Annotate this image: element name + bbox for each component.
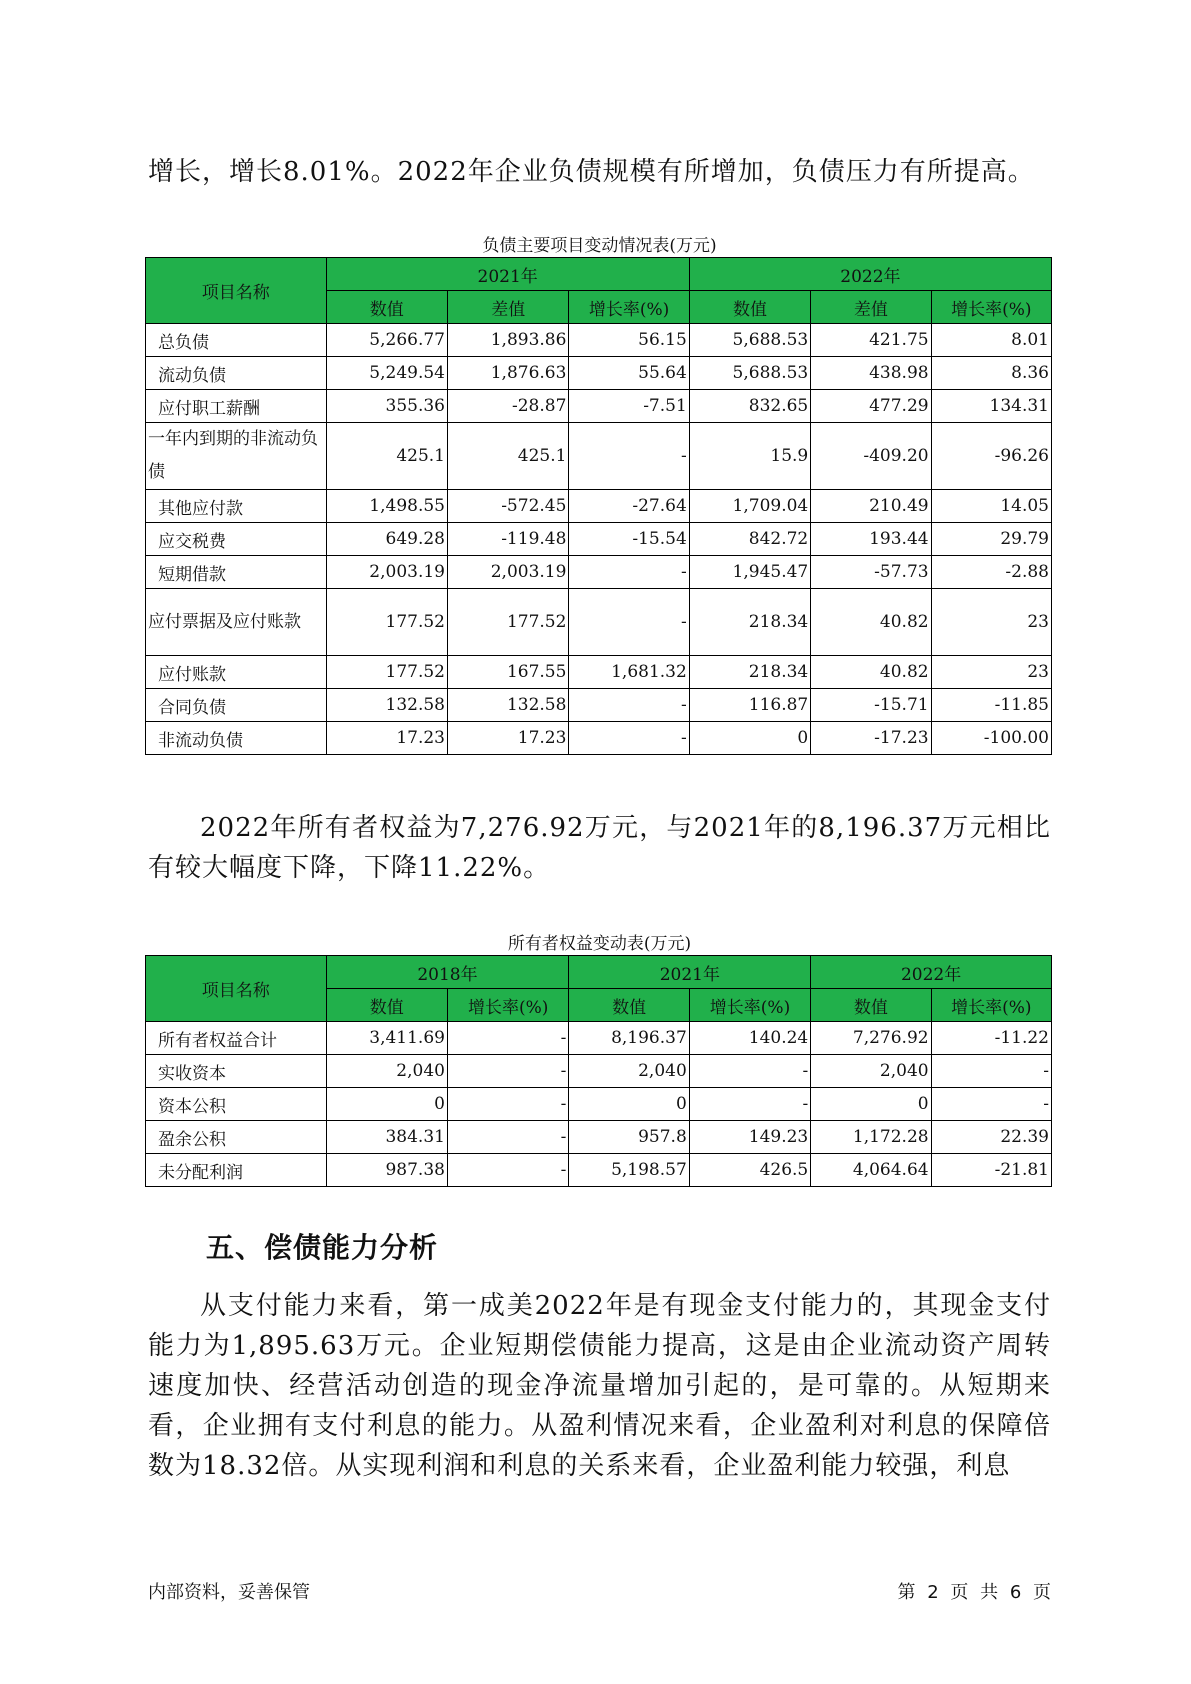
table-cell: 218.34 — [689, 656, 810, 689]
table-cell: 40.82 — [811, 656, 931, 689]
table-cell: 149.23 — [689, 1121, 810, 1154]
table-cell: -57.73 — [811, 556, 931, 589]
table-cell: - — [931, 1055, 1051, 1088]
table-cell: 0 — [811, 1088, 931, 1121]
column-header-value: 数值 — [569, 989, 689, 1022]
table-cell: -21.81 — [931, 1154, 1051, 1187]
table-cell: - — [447, 1154, 568, 1187]
table-cell: 8.36 — [931, 357, 1051, 390]
table-cell: 4,064.64 — [811, 1154, 931, 1187]
table-cell: -11.22 — [931, 1022, 1051, 1055]
table-cell: 177.52 — [326, 589, 447, 656]
column-header-item-name: 项目名称 — [146, 258, 327, 324]
table-cell: 5,688.53 — [689, 357, 810, 390]
table-cell: - — [569, 589, 689, 656]
row-label: 未分配利润 — [146, 1154, 327, 1187]
row-label: 应付票据及应付账款 — [146, 589, 327, 656]
paragraph-equity-summary: 2022年所有者权益为7,276.92万元，与2021年的8,196.37万元相比有较大幅度下降，下降11.22%。 — [148, 813, 1051, 883]
table-cell: 193.44 — [811, 523, 931, 556]
table-cell: -100.00 — [931, 722, 1051, 755]
table-cell: 649.28 — [326, 523, 447, 556]
table-cell: 5,198.57 — [569, 1154, 689, 1187]
table-cell: - — [447, 1121, 568, 1154]
row-label: 实收资本 — [146, 1055, 327, 1088]
table-cell: -2.88 — [931, 556, 1051, 589]
table-cell: 7,276.92 — [811, 1022, 931, 1055]
table-cell: -7.51 — [569, 390, 689, 423]
table-cell: 987.38 — [326, 1154, 447, 1187]
table-row — [146, 390, 1052, 423]
row-label: 其他应付款 — [146, 490, 327, 523]
table-cell: 134.31 — [931, 390, 1051, 423]
table-cell: 1,945.47 — [689, 556, 810, 589]
row-label: 应交税费 — [146, 523, 327, 556]
table-cell: 426.5 — [689, 1154, 810, 1187]
row-label: 盈余公积 — [146, 1121, 327, 1154]
table-cell: - — [447, 1022, 568, 1055]
footer-confidential-note: 内部资料，妥善保管 — [148, 1582, 310, 1603]
table-cell: - — [931, 1088, 1051, 1121]
table-cell: 0 — [689, 722, 810, 755]
table-row — [146, 490, 1052, 523]
table-cell: 55.64 — [569, 357, 689, 390]
paragraph-solvency-analysis: 从支付能力来看，第一成美2022年是有现金支付能力的，其现金支付能力为1,895.63万元。企业短期偿债能力提高，这是由企业流动资产周转速度加快、经营活动创造的现金净流量增加引起的，是可靠的。从短期来看，企业拥有支付利息的能力。从盈利情况来看，企业盈利对利息的保障倍数为18.32倍。从实现利润和利息的关系来看，企业盈利能力较强，利息 — [148, 1291, 1051, 1481]
table-cell: - — [447, 1088, 568, 1121]
table-cell: 384.31 — [326, 1121, 447, 1154]
table-cell: -15.54 — [569, 523, 689, 556]
table-row — [146, 1055, 1052, 1088]
table-cell: 8,196.37 — [569, 1022, 689, 1055]
table-row — [146, 357, 1052, 390]
table-cell: 2,040 — [326, 1055, 447, 1088]
row-label: 流动负债 — [146, 357, 327, 390]
table-row — [146, 1022, 1052, 1055]
column-header-year: 2021年 — [326, 258, 689, 291]
table-cell: 17.23 — [326, 722, 447, 755]
table-cell: 29.79 — [931, 523, 1051, 556]
table-cell: 56.15 — [569, 324, 689, 357]
table-cell: 2,040 — [811, 1055, 931, 1088]
table-cell: 1,893.86 — [447, 324, 568, 357]
table-row — [146, 722, 1052, 755]
column-header-diff: 差值 — [447, 291, 568, 324]
table-cell: 5,688.53 — [689, 324, 810, 357]
table-cell: - — [569, 722, 689, 755]
table-cell: 22.39 — [931, 1121, 1051, 1154]
table-cell: 0 — [326, 1088, 447, 1121]
column-header-year: 2018年 — [326, 956, 569, 989]
table-cell: - — [569, 556, 689, 589]
table-row — [146, 1154, 1052, 1187]
table-cell: 40.82 — [811, 589, 931, 656]
table-cell: 842.72 — [689, 523, 810, 556]
table-row — [146, 656, 1052, 689]
row-label: 总负债 — [146, 324, 327, 357]
table-cell: 177.52 — [326, 656, 447, 689]
table-row — [146, 1088, 1052, 1121]
paragraph-liability-summary: 增长，增长8.01%。2022年企业负债规模有所增加，负债压力有所提高。 — [148, 157, 1035, 187]
table-cell: 2,040 — [569, 1055, 689, 1088]
table-cell: 2,003.19 — [326, 556, 447, 589]
liability-change-table — [145, 257, 1052, 755]
table-cell: -572.45 — [447, 490, 568, 523]
table-cell: 132.58 — [447, 689, 568, 722]
column-header-growth: 增长率(%) — [569, 291, 689, 324]
row-label: 资本公积 — [146, 1088, 327, 1121]
table-cell: - — [689, 1088, 810, 1121]
table-cell: 957.8 — [569, 1121, 689, 1154]
table-cell: 167.55 — [447, 656, 568, 689]
table-cell: 438.98 — [811, 357, 931, 390]
table-cell: 832.65 — [689, 390, 810, 423]
table-cell: 425.1 — [326, 423, 447, 490]
table-row — [146, 423, 1052, 490]
row-label: 应付账款 — [146, 656, 327, 689]
table1-caption: 负债主要项目变动情况表(万元) — [482, 236, 717, 256]
table-row — [146, 589, 1052, 656]
row-label: 一年内到期的非流动负债 — [146, 423, 327, 490]
table-cell: -96.26 — [931, 423, 1051, 490]
table-cell: 210.49 — [811, 490, 931, 523]
column-header-growth: 增长率(%) — [931, 989, 1051, 1022]
table-header-row — [146, 258, 1052, 291]
row-label: 非流动负债 — [146, 722, 327, 755]
table-cell: - — [569, 423, 689, 490]
column-header-value: 数值 — [689, 291, 810, 324]
row-label: 应付职工薪酬 — [146, 390, 327, 423]
table-header-row — [146, 956, 1052, 989]
column-header-diff: 差值 — [811, 291, 931, 324]
table-row — [146, 556, 1052, 589]
table-row — [146, 689, 1052, 722]
table-cell: 477.29 — [811, 390, 931, 423]
column-header-year: 2022年 — [811, 956, 1052, 989]
table-cell: -15.71 — [811, 689, 931, 722]
column-header-growth: 增长率(%) — [447, 989, 568, 1022]
table-cell: 2,003.19 — [447, 556, 568, 589]
table-cell: 177.52 — [447, 589, 568, 656]
table-cell: 3,411.69 — [326, 1022, 447, 1055]
table-cell: 1,172.28 — [811, 1121, 931, 1154]
column-header-value: 数值 — [326, 291, 447, 324]
table-cell: 8.01 — [931, 324, 1051, 357]
column-header-value: 数值 — [326, 989, 447, 1022]
table-cell: - — [447, 1055, 568, 1088]
table-cell: -28.87 — [447, 390, 568, 423]
section-heading: 五、偿债能力分析 — [206, 1231, 439, 1264]
table-cell: 218.34 — [689, 589, 810, 656]
table-cell: - — [569, 689, 689, 722]
table-cell: 23 — [931, 656, 1051, 689]
column-header-value: 数值 — [811, 989, 931, 1022]
row-label: 合同负债 — [146, 689, 327, 722]
table-cell: -17.23 — [811, 722, 931, 755]
table-cell: 425.1 — [447, 423, 568, 490]
column-header-year: 2021年 — [569, 956, 811, 989]
table-cell: 15.9 — [689, 423, 810, 490]
table-cell: 14.05 — [931, 490, 1051, 523]
table-cell: -11.85 — [931, 689, 1051, 722]
column-header-year: 2022年 — [689, 258, 1051, 291]
table-cell: 5,249.54 — [326, 357, 447, 390]
table-cell: 17.23 — [447, 722, 568, 755]
table2-caption: 所有者权益变动表(万元) — [507, 934, 692, 954]
row-label: 所有者权益合计 — [146, 1022, 327, 1055]
table-cell: 0 — [569, 1088, 689, 1121]
table-cell: 1,709.04 — [689, 490, 810, 523]
table-cell: 140.24 — [689, 1022, 810, 1055]
column-header-growth: 增长率(%) — [931, 291, 1051, 324]
column-header-growth: 增长率(%) — [689, 989, 810, 1022]
table-cell: 1,876.63 — [447, 357, 568, 390]
table-row — [146, 523, 1052, 556]
table-cell: 1,498.55 — [326, 490, 447, 523]
table-row — [146, 1121, 1052, 1154]
table-cell: 116.87 — [689, 689, 810, 722]
table-cell: 355.36 — [326, 390, 447, 423]
column-header-item-name: 项目名称 — [146, 956, 327, 1022]
table-cell: 5,266.77 — [326, 324, 447, 357]
table-row — [146, 324, 1052, 357]
equity-change-table — [145, 955, 1052, 1187]
table-cell: 421.75 — [811, 324, 931, 357]
table-cell: 132.58 — [326, 689, 447, 722]
table-cell: 23 — [931, 589, 1051, 656]
table-cell: 1,681.32 — [569, 656, 689, 689]
footer-page-number: 第 2 页 共 6 页 — [897, 1582, 1051, 1603]
table-cell: -409.20 — [811, 423, 931, 490]
table-cell: - — [689, 1055, 810, 1088]
row-label: 短期借款 — [146, 556, 327, 589]
table-cell: -119.48 — [447, 523, 568, 556]
table-cell: -27.64 — [569, 490, 689, 523]
